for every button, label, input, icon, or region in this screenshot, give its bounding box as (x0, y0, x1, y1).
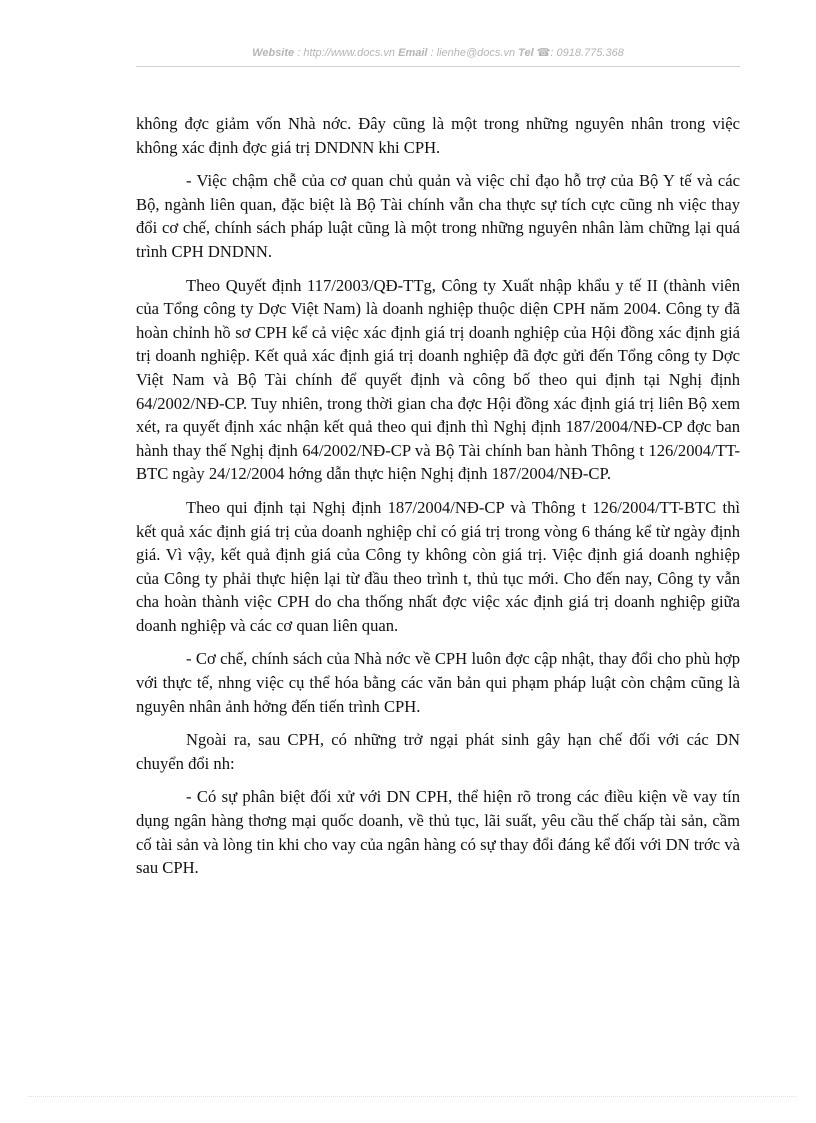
paragraph: Theo Quyết định 117/2003/QĐ-TTg, Công ty Xuất nhập khẩu y tế II (thành viên của Tổng công ty Dợc Việt Nam) là doanh nghiệp thuộc diện CPH năm 2004. Công ty đã hoàn chỉnh hồ sơ CPH kể cả việc xác định giá trị doanh nghiệp của Hội đồng xác định giá trị doanh nghiệp. Kết quả xác định giá trị doanh nghiệp đã đợc gửi đến Tổng công ty Dợc Việt Nam và Bộ Tài chính để quyết định và công bố theo qui định tại Nghị định 64/2002/NĐ-CP. Tuy nhiên, trong thời gian cha đợc Hội đồng xác định giá trị liên Bộ xem xét, ra quyết định xác nhận kết quả theo qui định thì Nghị định 187/2004/NĐ-CP đợc ban hành thay thế Nghị định 64/2002/NĐ-CP và Bộ Tài chính ban hành Thông t 126/2004/TT-BTC ngày 24/12/2004 hớng dẫn thực hiện Nghị định 187/2004/NĐ-CP. (136, 275, 740, 484)
page-header (136, 46, 740, 67)
tel-value: ☎: 0918.775.368 (536, 47, 624, 59)
paragraph: Theo qui định tại Nghị định 187/2004/NĐ-CP và Thông t 126/2004/TT-BTC thì kết quả xác định giá trị của doanh nghiệp chỉ có giá trị trong vòng 6 tháng kể từ ngày định giá. Vì vậy, kết quả định giá của Công ty không còn giá trị. Việc định giá doanh nghiệp của Công ty phải thực hiện lại từ đầu theo trình t, thủ tục mới. Cho đến nay, Công ty vẫn cha hoàn thành việc CPH do cha thống nhất đợc việc xác định giá trị doanh nghiệp giữa doanh nghiệp và các cơ quan liên quan. (136, 497, 740, 635)
email-label: Email (398, 47, 428, 59)
tel-label: Tel (518, 47, 534, 59)
footer-divider (28, 1096, 796, 1097)
website-value: : http://www.docs.vn (297, 47, 396, 59)
paragraph: - Có sự phân biệt đối xử với DN CPH, thể hiện rõ trong các điều kiện về vay tín dụng ngân hàng thơng mại quốc doanh, về thủ tục, lãi suất, yêu cầu thế chấp tài sản, cầm cố tài sản và lòng tin khi cho vay của ngân hàng có sự thay đổi đáng kể đối với DN trớc và sau CPH. (136, 787, 740, 878)
website-label: Website (252, 47, 295, 59)
paragraph: - Việc chậm chễ của cơ quan chủ quản và việc chỉ đạo hỗ trợ của Bộ Y tế và các Bộ, ngành liên quan, đặc biệt là Bộ Tài chính vẫn cha thực sự tích cực cũng nh việc thay đổi cơ chế, chính sách pháp luật cũng là một trong những nguyên nhân làm chững lại quá trình CPH DNDNN. (136, 171, 740, 261)
document-body (136, 112, 740, 880)
paragraph: không đợc giảm vốn Nhà nớc. Đây cũng là một trong những nguyên nhân trong việc không xác định đợc giá trị DNDNN khi CPH. (136, 114, 740, 157)
email-value: : lienhe@docs.vn (430, 47, 516, 59)
paragraph: - Cơ chế, chính sách của Nhà nớc về CPH luôn đợc cập nhật, thay đổi cho phù hợp với thực tế, nhng việc cụ thể hóa bằng các văn bản qui phạm pháp luật còn chậm cũng là nguyên nhân ảnh hởng đến tiến trình CPH. (136, 649, 740, 716)
paragraph: Ngoài ra, sau CPH, có những trở ngại phát sinh gây hạn chế đối với các DN chuyển đổi nh: (136, 730, 740, 773)
